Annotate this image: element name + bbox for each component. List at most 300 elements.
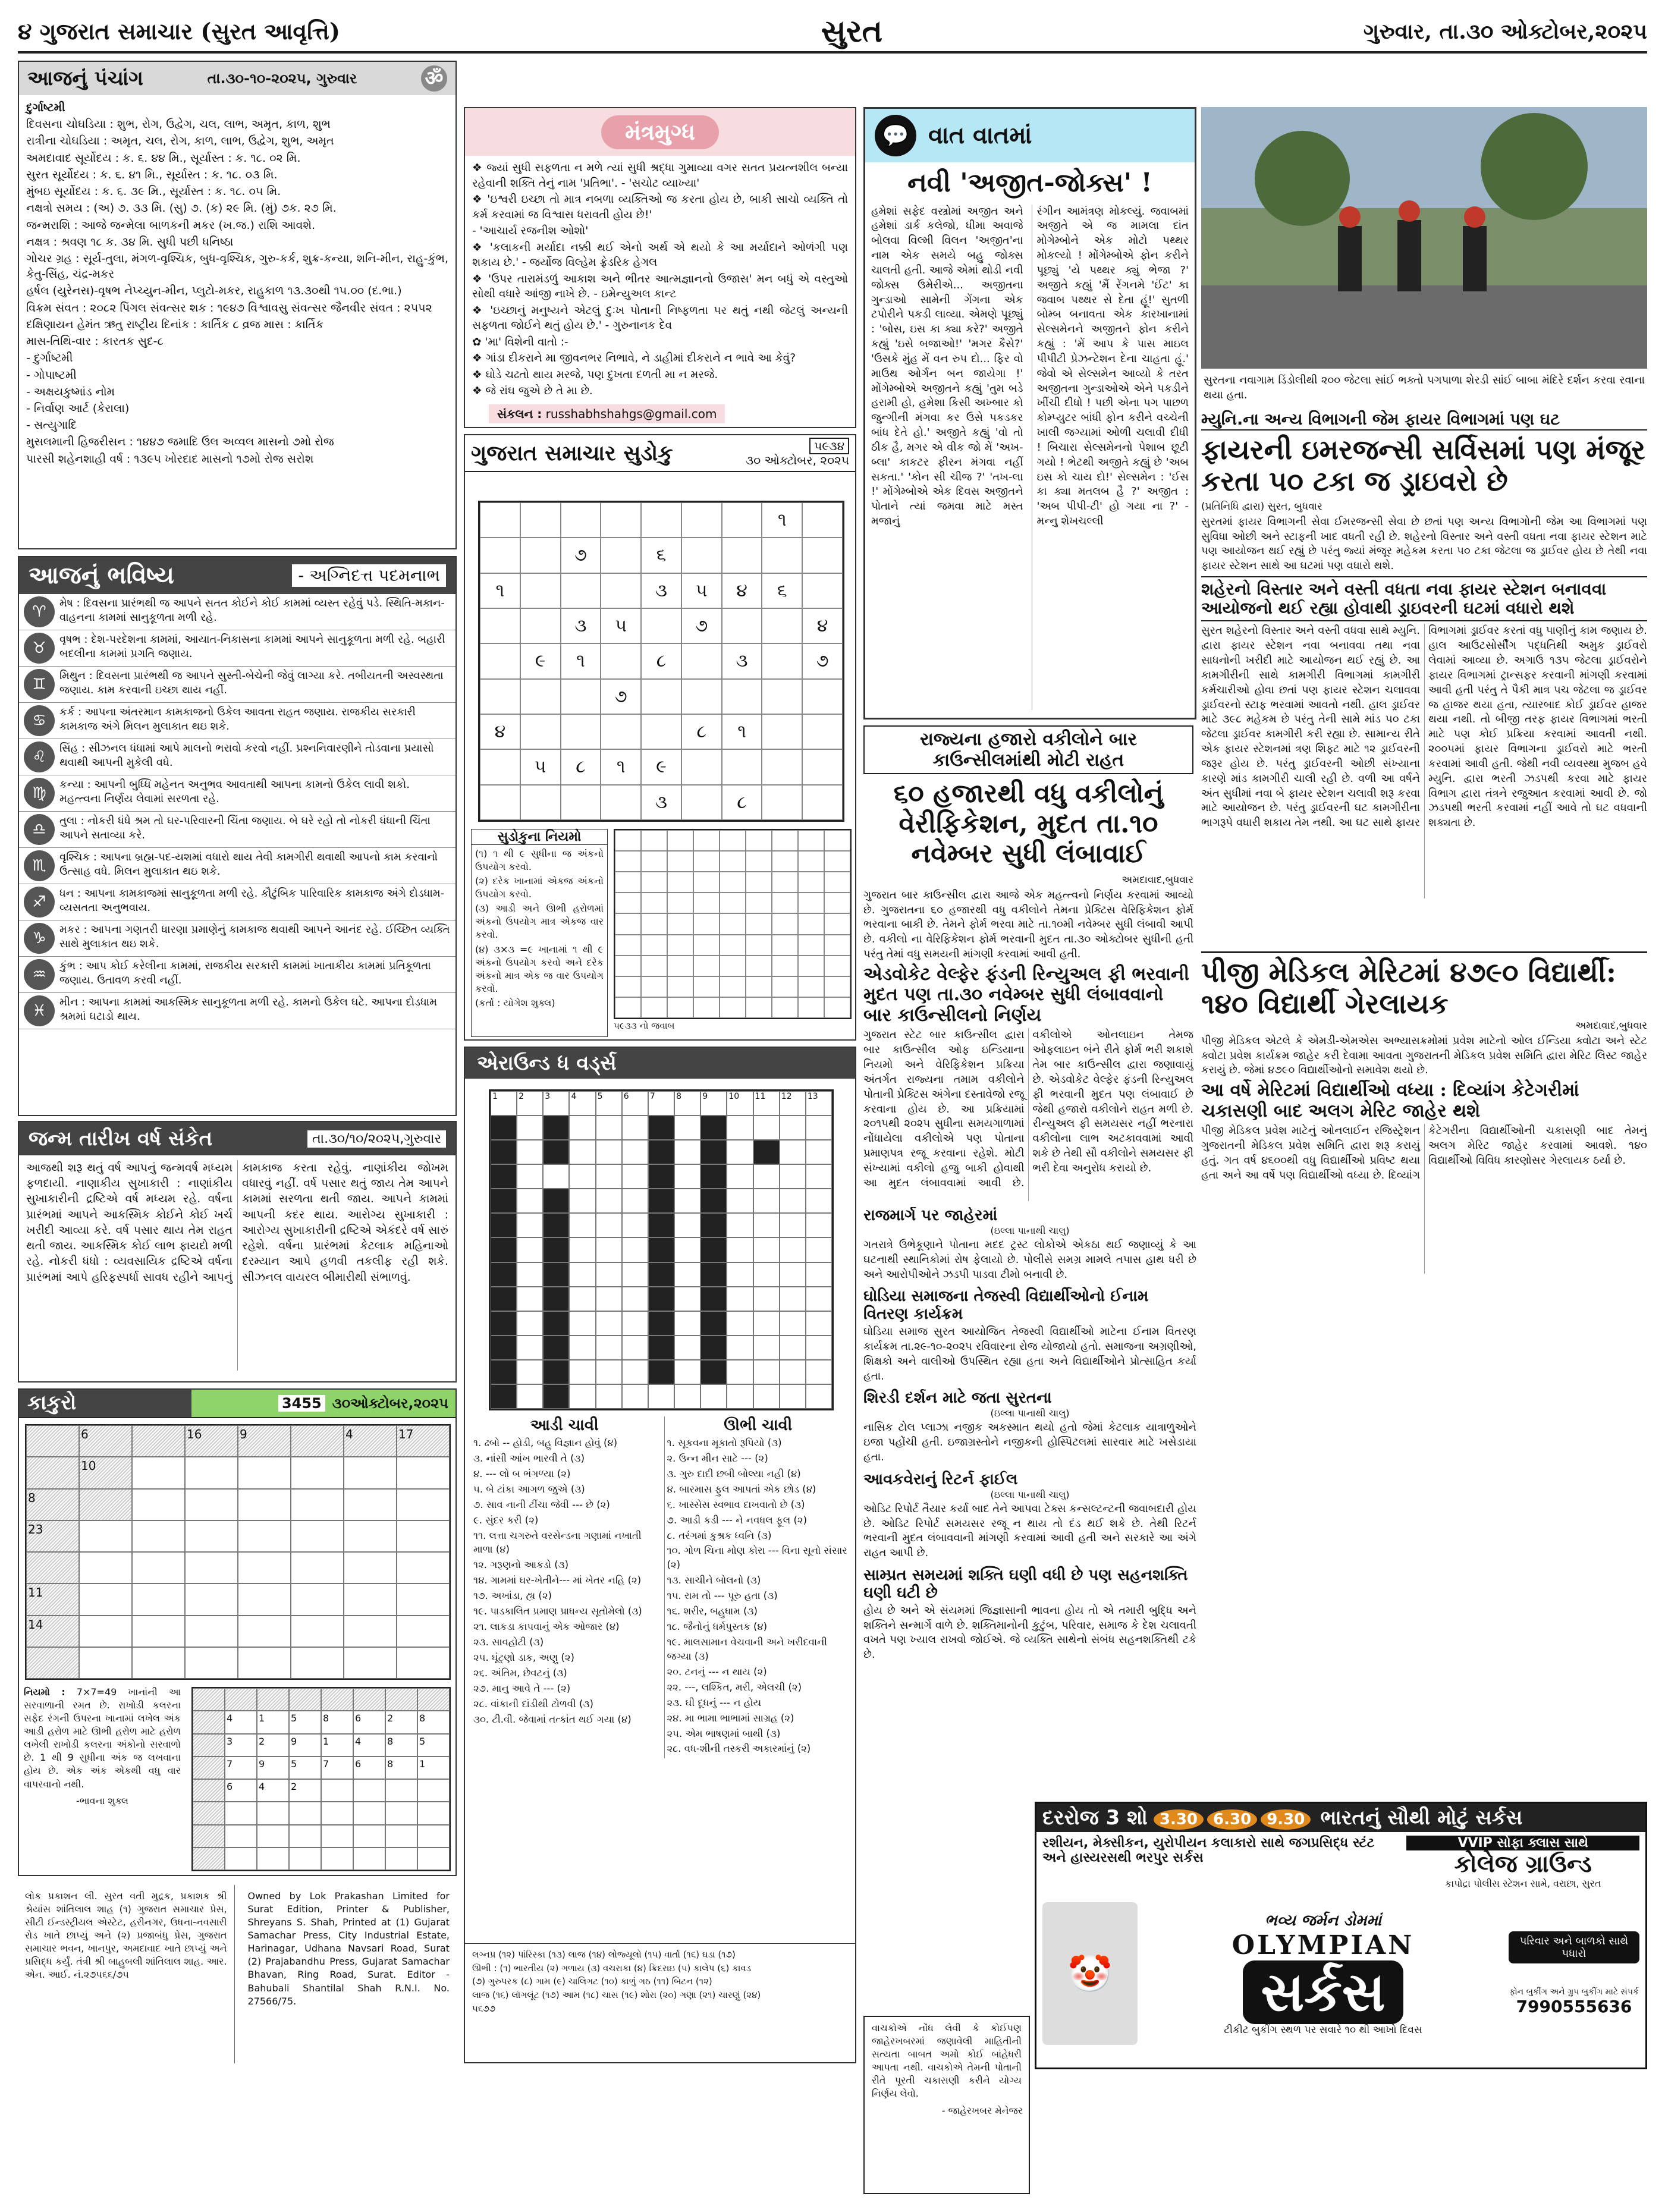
sudoku-cell[interactable] xyxy=(802,785,843,820)
crossword-black-cell xyxy=(491,1262,517,1287)
crossword-cell[interactable] xyxy=(517,1237,543,1262)
sudoku-cell[interactable]: ૩ xyxy=(561,608,601,643)
crossword-cell[interactable] xyxy=(727,1287,753,1311)
sudoku-cell[interactable] xyxy=(561,502,601,538)
crossword-cell[interactable] xyxy=(569,1237,595,1262)
sudoku-cell[interactable] xyxy=(681,502,722,538)
crossword-cell[interactable] xyxy=(674,1189,700,1213)
rasi-text: મકર : આપના ગણતરી ધારણા પ્રમાણેનું કામકાજ થવાથી આપને આનંદ રહે. ઈચ્છિત વ્યક્તિ સાથે મુલાકાત થઇ શકે. xyxy=(59,923,450,950)
crossword-cell[interactable] xyxy=(727,1164,753,1189)
circus-phone[interactable]: 7990555636 xyxy=(1516,1996,1632,2016)
crossword-cell[interactable] xyxy=(622,1360,648,1384)
kakuro-cell[interactable] xyxy=(291,1583,344,1615)
sudoku-cell[interactable] xyxy=(561,573,601,608)
crossword-cell[interactable] xyxy=(727,1384,753,1409)
brief-item xyxy=(863,1471,1196,1562)
crossword-cell[interactable] xyxy=(753,1287,780,1311)
crossword-cell[interactable] xyxy=(727,1140,753,1164)
crossword-cell[interactable] xyxy=(569,1213,595,1237)
sudoku-cell[interactable] xyxy=(681,749,722,784)
crossword-cell[interactable] xyxy=(753,1336,780,1360)
crossword-cell[interactable] xyxy=(596,1336,622,1360)
down-clue: ૧૦. ગોળ ચિના મોણ કોરા --- વિના સૂનો સંસાર (૨) xyxy=(667,1545,847,1571)
sudoku-cell[interactable] xyxy=(480,502,520,538)
crossword-cell[interactable] xyxy=(517,1189,543,1213)
sudoku-answer-cell xyxy=(641,872,667,893)
down-clue: ૨. ઉન્ન મીન સાટે --- (૨) xyxy=(667,1452,768,1464)
kakuro-cell[interactable] xyxy=(238,1552,291,1583)
sudoku-cell[interactable] xyxy=(561,714,601,749)
crossword-cell[interactable] xyxy=(727,1213,753,1237)
kakuro-cell[interactable] xyxy=(79,1552,132,1583)
kakuro-cell[interactable] xyxy=(132,1647,185,1679)
crossword-cell[interactable] xyxy=(674,1336,700,1360)
sudoku-cell[interactable] xyxy=(561,785,601,820)
sudoku-cell[interactable]: ૪ xyxy=(802,608,843,643)
sudoku-cell[interactable] xyxy=(762,749,802,784)
crossword-cell[interactable] xyxy=(517,1213,543,1237)
sudoku-cell[interactable]: ૩ xyxy=(722,643,762,678)
sudoku-cell[interactable]: ૫ xyxy=(601,608,641,643)
sudoku-cell[interactable] xyxy=(480,679,520,714)
sudoku-cell[interactable] xyxy=(601,573,641,608)
kakuro-cell[interactable] xyxy=(79,1616,132,1647)
sudoku-cell[interactable]: ૮ xyxy=(681,714,722,749)
crossword-cell[interactable] xyxy=(517,1360,543,1384)
crossword-cell[interactable]: 10 xyxy=(727,1091,753,1116)
crossword-cell[interactable] xyxy=(622,1262,648,1287)
crossword-cell[interactable] xyxy=(806,1287,832,1311)
crossword-cell[interactable]: 13 xyxy=(806,1091,832,1116)
sudoku-cell[interactable]: ૧ xyxy=(722,714,762,749)
circus-shows-label: દરરોજ 3 શો xyxy=(1042,1806,1148,1830)
crossword-cell[interactable] xyxy=(596,1140,622,1164)
crossword-cell[interactable]: 7 xyxy=(648,1091,674,1116)
crossword-cell[interactable] xyxy=(674,1213,700,1237)
crossword-cell[interactable] xyxy=(806,1164,832,1189)
crossword-cell[interactable] xyxy=(622,1116,648,1140)
crossword-cell[interactable] xyxy=(569,1384,595,1409)
sudoku-cell[interactable] xyxy=(722,679,762,714)
crossword-cell[interactable] xyxy=(517,1311,543,1336)
crossword-cell[interactable] xyxy=(780,1262,806,1287)
crossword-cell[interactable] xyxy=(780,1164,806,1189)
crossword-black-cell xyxy=(700,1311,727,1336)
crossword-black-cell xyxy=(700,1213,727,1237)
sudoku-cell[interactable]: ૩ xyxy=(641,785,681,820)
kakuro-cell[interactable] xyxy=(344,1616,397,1647)
crossword-cell[interactable]: 1 xyxy=(491,1091,517,1116)
kakuro-cell[interactable] xyxy=(79,1583,132,1615)
kakuro-cell[interactable] xyxy=(132,1520,185,1552)
birthday-section xyxy=(18,1121,457,1382)
sudoku-cell[interactable]: ૫ xyxy=(520,749,561,784)
crossword-cell[interactable] xyxy=(753,1311,780,1336)
crossword-cell[interactable] xyxy=(622,1140,648,1164)
kakuro-cell[interactable] xyxy=(238,1616,291,1647)
sudoku-cell[interactable] xyxy=(601,502,641,538)
crossword-cell[interactable] xyxy=(753,1213,780,1237)
sudoku-cell[interactable]: ૧ xyxy=(480,573,520,608)
crossword-black-cell xyxy=(491,1237,517,1262)
crossword-cell[interactable]: 6 xyxy=(622,1091,648,1116)
vaat-col-1: હમેશાં સફેદ વસ્ત્રોમાં અજીત અને હમેશાં ડાર્ક કલેજો, ધીમા અવાજે બોલવા વિલ્મી વિલન 'અજીત'ના નામ એક સમયે બહુ જોક્સ ચાલતી હતી. આજે એમાં થોડી નવી જોક્સ ઉમેરીએ... અજીતના ગુન્ડાઓ સામેની ગેંગના એક ટપોરીને પકડી લાવ્યા. એમણે પૂછ્યું : 'બોસ, ઇસ કા ક્યા કરે?' અજીતે કહ્યું 'ઇસે બજાઓ!' 'મગર કૈસે?' 'ઉસકે મુંહ મેં વન રુપ દો... ફિર વો માઉથ ઓર્ગન બન જાયેગા !' મોંગેમ્બોએ અજીતને કહ્યું 'તુમ બડે હરામી હો, હમેશા કિસી અખ્બાર કો જુન્ગીની મંગવા કર ઉસે પકડકર બાંધ દેતે હો.' અજીતે કહ્યું 'વો તો ઠીક હૈ, મગર એ વીક જો મેં 'અખ-બ્લા' કાકટર ફીરન મંગવા નહીં સકતા.' 'કોન સી ચીજ ?' 'તખ-લા !' મોંગેમ્બોએ એક દિવસ અજીતને પોતાને ત્યાં જમવા માટે મસ્ત મજાનું xyxy=(871,205,1023,527)
crossword-cell[interactable] xyxy=(700,1384,727,1409)
kakuro-cell[interactable] xyxy=(291,1647,344,1679)
crossword-cell[interactable] xyxy=(622,1164,648,1189)
kakuro-cell[interactable] xyxy=(344,1583,397,1615)
crossword-cell[interactable] xyxy=(727,1336,753,1360)
crossword-cell[interactable] xyxy=(780,1360,806,1384)
rasi-text: કન્યા : આપની બુધ્ધિ મહેનત અનુભવ આવતાથી આપના કામનો ઉકેલ લાવી શકો. મહત્ત્વના નિર્ણય લેવામાં સરળતા રહે. xyxy=(59,778,410,805)
crossword-cell[interactable] xyxy=(727,1189,753,1213)
crossword-cell[interactable] xyxy=(674,1237,700,1262)
crossword-cell[interactable] xyxy=(596,1287,622,1311)
crossword-cell[interactable] xyxy=(517,1116,543,1140)
crossword-cell[interactable] xyxy=(622,1189,648,1213)
crossword-black-cell xyxy=(700,1287,727,1311)
crossword-cell[interactable] xyxy=(622,1384,648,1409)
crossword-cell[interactable] xyxy=(806,1189,832,1213)
sudoku-cell[interactable] xyxy=(802,749,843,784)
sudoku-cell[interactable]: ૧ xyxy=(601,749,641,784)
sudoku-cell[interactable] xyxy=(681,643,722,678)
sudoku-grid[interactable] xyxy=(478,501,844,822)
crossword-cell[interactable] xyxy=(622,1287,648,1311)
sudoku-cell[interactable] xyxy=(762,785,802,820)
sudoku-cell[interactable] xyxy=(520,502,561,538)
crossword-cell[interactable] xyxy=(648,1384,674,1409)
crossword-cell[interactable] xyxy=(517,1287,543,1311)
crossword-cell[interactable] xyxy=(596,1189,622,1213)
kakuro-cell[interactable] xyxy=(238,1647,291,1679)
crossword-cell[interactable] xyxy=(596,1164,622,1189)
kakuro-cell[interactable] xyxy=(185,1583,238,1615)
kakuro-cell[interactable] xyxy=(185,1489,238,1520)
sudoku-cell[interactable]: ૧ xyxy=(762,502,802,538)
crossword-cell[interactable] xyxy=(780,1140,806,1164)
kakuro-cell[interactable] xyxy=(344,1457,397,1488)
sudoku-cell[interactable]: ૮ xyxy=(641,643,681,678)
rasi-item xyxy=(19,594,455,630)
across-clue: ૩૦. ટી.વી. જેવામાં તત્કાંત થઈ ગયા (૪) xyxy=(473,1713,632,1725)
sudoku-answer-cell xyxy=(693,997,720,1018)
kakuro-cell[interactable] xyxy=(185,1647,238,1679)
sudoku-cell[interactable] xyxy=(802,538,843,573)
crossword-cell[interactable] xyxy=(753,1116,780,1140)
kakuro-cell[interactable] xyxy=(344,1647,397,1679)
crossword-cell[interactable] xyxy=(674,1262,700,1287)
crossword-cell[interactable] xyxy=(806,1336,832,1360)
sudoku-cell[interactable] xyxy=(480,608,520,643)
kakuro-cell[interactable] xyxy=(291,1616,344,1647)
crossword-cell[interactable] xyxy=(727,1237,753,1262)
crossword-cell[interactable] xyxy=(569,1336,595,1360)
mantra-line: ❖ ગાંડા દીકરાને મા જીવનભર નિભાવે, ને ડાહીમાં દીકરાને ન ભાવે આ કેવું? xyxy=(472,352,796,365)
crossword-cell[interactable] xyxy=(753,1262,780,1287)
sudoku-cell[interactable]: ૮ xyxy=(722,785,762,820)
sudoku-cell[interactable] xyxy=(802,714,843,749)
sudoku-answer-cell xyxy=(693,913,720,934)
sudoku-cell[interactable] xyxy=(480,538,520,573)
crossword-cell[interactable] xyxy=(517,1336,543,1360)
crossword-cell[interactable] xyxy=(780,1336,806,1360)
sudoku-cell[interactable] xyxy=(520,785,561,820)
kakuro-cell[interactable] xyxy=(397,1552,450,1583)
crossword-cell[interactable] xyxy=(674,1164,700,1189)
crossword-cell[interactable] xyxy=(674,1311,700,1336)
kakuro-answer-clue xyxy=(257,1688,289,1711)
crossword-cell[interactable] xyxy=(596,1116,622,1140)
crossword-cell[interactable] xyxy=(727,1116,753,1140)
sudoku-cell[interactable] xyxy=(762,538,802,573)
sudoku-cell[interactable]: ૩ xyxy=(641,573,681,608)
crossword-cell[interactable] xyxy=(727,1360,753,1384)
sudoku-cell[interactable] xyxy=(722,502,762,538)
kakuro-grid[interactable] xyxy=(25,1424,451,1680)
sudoku-cell[interactable]: ૬ xyxy=(641,538,681,573)
crossword-cell[interactable]: 11 xyxy=(753,1091,780,1116)
crossword-cell[interactable] xyxy=(806,1116,832,1140)
sudoku-cell[interactable]: ૪ xyxy=(722,573,762,608)
kakuro-cell[interactable] xyxy=(344,1520,397,1552)
kakuro-cell[interactable] xyxy=(397,1520,450,1552)
kakuro-cell[interactable] xyxy=(238,1583,291,1615)
crossword-cell[interactable]: 8 xyxy=(674,1091,700,1116)
crossword-cell[interactable] xyxy=(596,1311,622,1336)
crossword-cell[interactable] xyxy=(596,1237,622,1262)
sudoku-cell[interactable] xyxy=(520,608,561,643)
crossword-cell[interactable] xyxy=(674,1287,700,1311)
kakuro-answer-cell xyxy=(385,1825,417,1847)
kakuro-cell[interactable] xyxy=(291,1552,344,1583)
kakuro-cell[interactable] xyxy=(185,1457,238,1488)
sudoku-cell[interactable]: ૯ xyxy=(520,643,561,678)
crossword-cell[interactable] xyxy=(753,1360,780,1384)
mantra-line: - 'આચાર્ય રજનીશ ઓશો' xyxy=(472,225,589,238)
kakuro-cell[interactable] xyxy=(79,1520,132,1552)
crossword-cell[interactable] xyxy=(727,1311,753,1336)
kakuro-cell[interactable] xyxy=(132,1583,185,1615)
sudoku-cell[interactable] xyxy=(762,643,802,678)
kakuro-cell[interactable] xyxy=(397,1457,450,1488)
kakuro-cell[interactable] xyxy=(238,1520,291,1552)
sudoku-cell[interactable]: ૫ xyxy=(681,573,722,608)
sudoku-answer-cell xyxy=(824,956,850,976)
crossword-cell[interactable] xyxy=(622,1336,648,1360)
kakuro-cell[interactable] xyxy=(79,1647,132,1679)
crossword-cell[interactable] xyxy=(674,1384,700,1409)
sudoku-cell[interactable] xyxy=(681,785,722,820)
crossword-cell[interactable] xyxy=(569,1287,595,1311)
crossword-cell[interactable]: 4 xyxy=(569,1091,595,1116)
crossword-cell[interactable] xyxy=(596,1213,622,1237)
sudoku-cell[interactable] xyxy=(601,714,641,749)
sudoku-cell[interactable] xyxy=(762,714,802,749)
sudoku-cell[interactable] xyxy=(480,749,520,784)
sudoku-cell[interactable] xyxy=(722,538,762,573)
across-clue: ૧૧. લત્તા ચગરુતે વરસેન્ડના ગણામાં નખાતી માળા (૪) xyxy=(473,1529,642,1556)
sudoku-rules-title: સુડોકુના નિયમો xyxy=(472,830,607,845)
kakuro-cell[interactable] xyxy=(291,1520,344,1552)
sudoku-cell[interactable] xyxy=(480,643,520,678)
crossword-cell[interactable] xyxy=(780,1237,806,1262)
crossword-cell[interactable] xyxy=(674,1116,700,1140)
sudoku-cell[interactable] xyxy=(641,608,681,643)
sudoku-cell[interactable]: ૭ xyxy=(561,538,601,573)
kakuro-answer-clue xyxy=(417,1688,450,1711)
sudoku-cell[interactable]: ૪ xyxy=(480,714,520,749)
kakuro-clue-cell xyxy=(79,1489,132,1520)
kakuro-cell[interactable] xyxy=(397,1583,450,1615)
imprint-english: Owned by Lok Prakashan Limited for Surat Edition, Printer & Publisher, Shreyans S. Shah, Printed at (1) Gujarat Samachar Press, City Industrial Estate, Harinagar, Udhana Navsari Road, Surat (2) Prajabandhu Press, Gujarat Samachar Bhavan, Ring Road, Surat. Editor - Bahubali Shantilal Shah R.N.I. No. 27566/75. xyxy=(247,1890,450,2007)
sudoku-cell[interactable] xyxy=(520,573,561,608)
sudoku-cell[interactable]: ૯ xyxy=(641,749,681,784)
crossword-cell[interactable] xyxy=(780,1189,806,1213)
crossword-cell[interactable] xyxy=(806,1213,832,1237)
circus-ad[interactable] xyxy=(1035,1802,1647,2069)
kakuro-cell[interactable] xyxy=(344,1489,397,1520)
sudoku-cell[interactable] xyxy=(520,714,561,749)
panchang-line: મુંબઇ સૂર્યોદય : ક. ૬. ૩૯ મિ., સૂર્યાસ્ત : ક. ૧૮. ૦૫ મિ. xyxy=(26,185,281,199)
crossword-cell[interactable] xyxy=(569,1189,595,1213)
crossword-cell[interactable] xyxy=(753,1237,780,1262)
kakuro-cell[interactable] xyxy=(185,1616,238,1647)
sudoku-cell[interactable] xyxy=(762,608,802,643)
crossword-cell[interactable] xyxy=(806,1140,832,1164)
crossword-cell[interactable] xyxy=(622,1311,648,1336)
kakuro-cell[interactable] xyxy=(238,1489,291,1520)
crossword-cell[interactable] xyxy=(806,1384,832,1409)
crossword-cell[interactable] xyxy=(596,1262,622,1287)
crossword-cell[interactable] xyxy=(569,1116,595,1140)
kakuro-cell[interactable] xyxy=(132,1552,185,1583)
sudoku-cell[interactable] xyxy=(601,643,641,678)
crossword-cell[interactable] xyxy=(569,1164,595,1189)
sudoku-answer-cell xyxy=(641,851,667,872)
sudoku-answer-cell xyxy=(641,956,667,976)
sudoku-cell[interactable] xyxy=(520,538,561,573)
crossword-cell[interactable] xyxy=(569,1360,595,1384)
crossword-cell[interactable] xyxy=(806,1311,832,1336)
crossword-cell[interactable] xyxy=(569,1140,595,1164)
kakuro-cell[interactable] xyxy=(291,1457,344,1488)
kakuro-cell[interactable] xyxy=(238,1457,291,1488)
kakuro-cell[interactable] xyxy=(185,1552,238,1583)
brief-sub: (ઇલ્લા પાનાથી ચાલુ) xyxy=(990,1488,1070,1500)
kakuro-cell[interactable] xyxy=(185,1520,238,1552)
crossword-cell[interactable] xyxy=(753,1164,780,1189)
sudoku-answer-cell xyxy=(772,956,798,976)
kakuro-cell[interactable] xyxy=(397,1647,450,1679)
crossword-cell[interactable] xyxy=(753,1384,780,1409)
sudoku-cell[interactable] xyxy=(722,749,762,784)
crossword-cell[interactable] xyxy=(753,1189,780,1213)
sudoku-answer-cell xyxy=(772,976,798,997)
crossword-cell[interactable] xyxy=(517,1384,543,1409)
sudoku-cell[interactable] xyxy=(601,785,641,820)
crossword-black-cell xyxy=(648,1140,674,1164)
sudoku-cell[interactable]: ૭ xyxy=(681,608,722,643)
sudoku-cell[interactable] xyxy=(641,714,681,749)
crossword-cell[interactable] xyxy=(517,1140,543,1164)
crossword-cell[interactable] xyxy=(727,1262,753,1287)
crossword-cell[interactable] xyxy=(806,1262,832,1287)
crossword-cell[interactable] xyxy=(806,1237,832,1262)
kakuro-cell[interactable] xyxy=(397,1489,450,1520)
kakuro-cell[interactable] xyxy=(132,1457,185,1488)
crossword-cell[interactable] xyxy=(517,1164,543,1189)
kakuro-cell[interactable] xyxy=(291,1489,344,1520)
crossword-cell[interactable] xyxy=(780,1287,806,1311)
kakuro-cell[interactable] xyxy=(344,1552,397,1583)
crossword-cell[interactable] xyxy=(543,1164,569,1189)
crossword-cell[interactable]: 9 xyxy=(700,1091,727,1116)
crossword-cell[interactable] xyxy=(780,1116,806,1140)
sudoku-cell[interactable]: ૭ xyxy=(802,643,843,678)
crossword-cell[interactable] xyxy=(780,1311,806,1336)
sudoku-cell[interactable] xyxy=(561,679,601,714)
kakuro-cell[interactable] xyxy=(132,1616,185,1647)
crossword-cell[interactable]: 5 xyxy=(596,1091,622,1116)
sudoku-cell[interactable] xyxy=(802,573,843,608)
sudoku-cell[interactable] xyxy=(520,679,561,714)
kakuro-cell[interactable] xyxy=(397,1616,450,1647)
sudoku-cell[interactable] xyxy=(681,679,722,714)
crossword-cell[interactable]: 12 xyxy=(780,1091,806,1116)
mantra-contact-label: સંકલન : xyxy=(497,407,542,421)
sudoku-cell[interactable] xyxy=(641,679,681,714)
crossword-cell[interactable]: 3 xyxy=(543,1091,569,1116)
sudoku-cell[interactable]: ૧ xyxy=(561,643,601,678)
crossword-grid[interactable] xyxy=(489,1089,834,1410)
sudoku-cell[interactable] xyxy=(641,502,681,538)
sudoku-cell[interactable] xyxy=(802,502,843,538)
clown-icon: 🤡 xyxy=(1042,1902,1138,2045)
sudoku-answer-cell xyxy=(615,913,641,934)
brief-sub: (ઇલ્લા પાનાથી ચાલુ) xyxy=(990,1224,1070,1236)
crossword-cell[interactable] xyxy=(674,1360,700,1384)
sudoku-cell[interactable] xyxy=(601,538,641,573)
crossword-cell[interactable] xyxy=(517,1262,543,1287)
sudoku-cell[interactable]: ૭ xyxy=(601,679,641,714)
crossword-cell[interactable] xyxy=(569,1262,595,1287)
sudoku-cell[interactable] xyxy=(681,538,722,573)
panchang-line: - નિર્વાણ આર્ટ (કેરાલા) xyxy=(26,401,130,415)
sudoku-cell[interactable] xyxy=(762,679,802,714)
crossword-cell[interactable] xyxy=(780,1384,806,1409)
sudoku-cell[interactable] xyxy=(480,785,520,820)
crossword-cell[interactable] xyxy=(569,1311,595,1336)
crossword-cell[interactable] xyxy=(622,1237,648,1262)
kakuro-answer-cell xyxy=(353,1825,385,1847)
crossword-cell[interactable] xyxy=(780,1213,806,1237)
sudoku-cell[interactable] xyxy=(802,679,843,714)
crossword-cell[interactable]: 2 xyxy=(517,1091,543,1116)
crossword-cell[interactable] xyxy=(596,1360,622,1384)
imprint-gujarati: લોક પ્રકાશન લી. સુરત વતી મુદ્રક, પ્રકાશક શ્રી શ્રેયાંસ શાંતિલાલ શાહ (૧) ગુજરાત સમાચાર પ્રેસ, સીટી ઈન્ડસ્ટ્રીયલ એસ્ટેટ, હરીનગર, ઉધના-નવસારી રોડ ખાતે છાપ્યું અને (૨) પ્રજાબંધુ પ્રેસ, ગુજરાત સમાચાર ભવન, ખાનપુર, અમદાવાદ ખાતે છાપ્યું અને પ્રસિદ્ધ કર્યું. તંત્રી શ્રી બાહુબલી શાંતિલાલ શાહ. આર. એન. આઈ. નં.૨૭૫૬૬/૭૫ xyxy=(18,1885,235,2063)
kakuro-cell[interactable] xyxy=(132,1489,185,1520)
sudoku-cell[interactable]: ૬ xyxy=(762,573,802,608)
crossword-cell[interactable] xyxy=(674,1140,700,1164)
sudoku-cell[interactable] xyxy=(722,608,762,643)
crossword-cell[interactable] xyxy=(596,1384,622,1409)
sudoku-cell[interactable]: ૮ xyxy=(561,749,601,784)
sudoku-answer-cell xyxy=(746,872,772,893)
mantra-email[interactable]: russhabhshahgs@gmail.com xyxy=(545,407,717,421)
crossword-cell[interactable] xyxy=(806,1360,832,1384)
crossword-cell[interactable] xyxy=(622,1213,648,1237)
